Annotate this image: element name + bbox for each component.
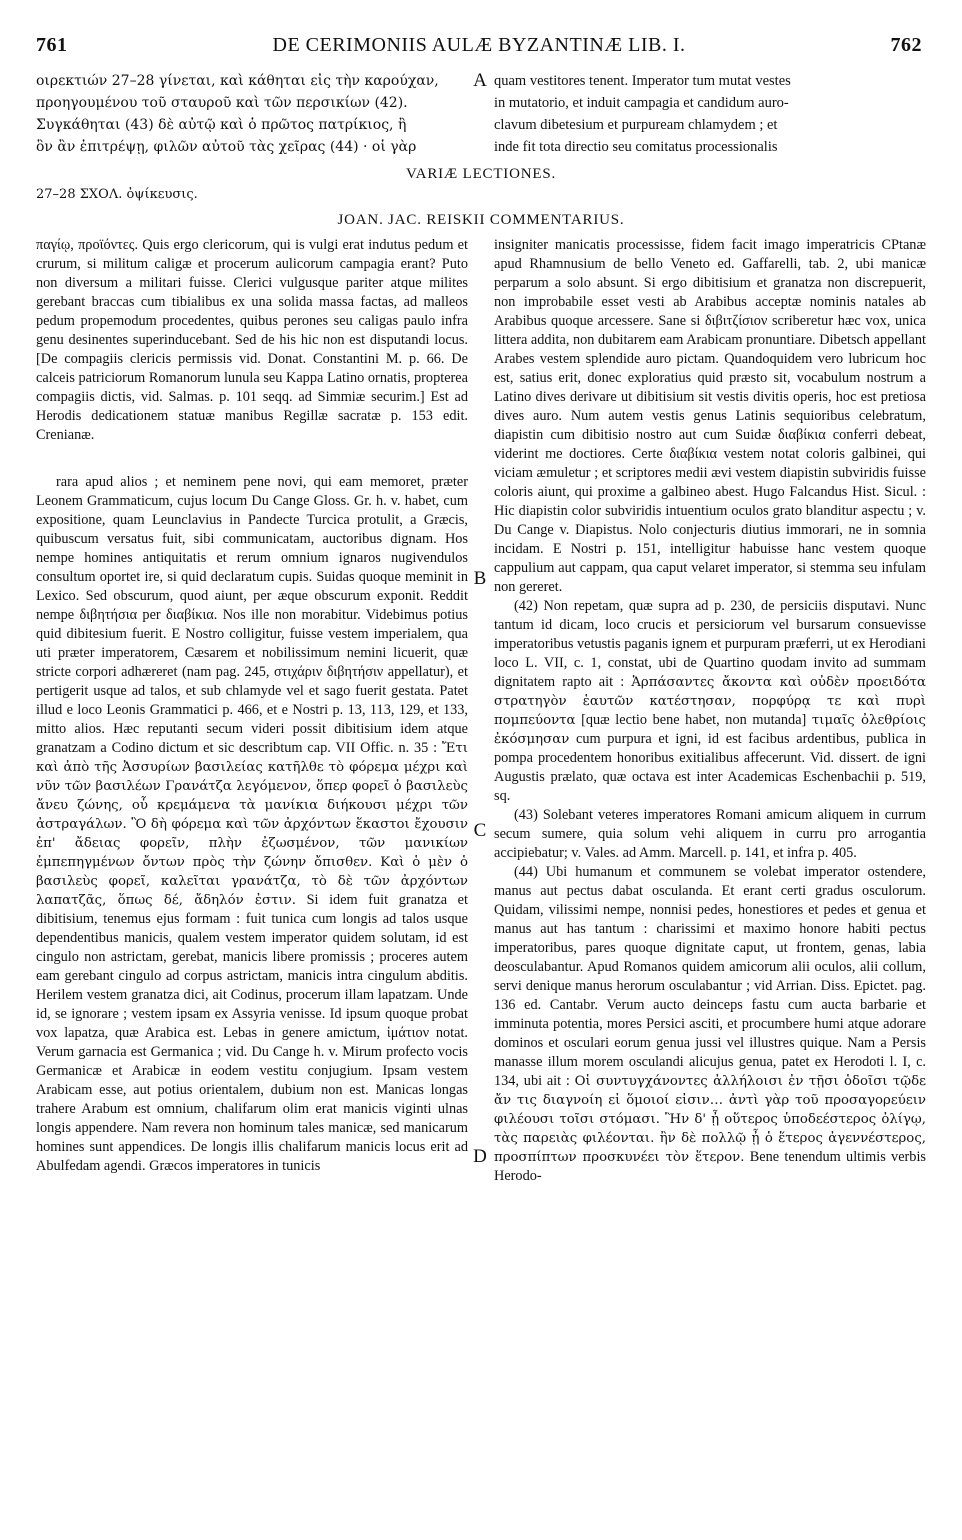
commentary-text: Si idem fuit granatza et dibitisium, tenemus ejus formam : fuit tunica cum longis ad talos usque dependentibus manicis, qualem vestem imperator quidem solutam, id est cingulo non astrictam, gerebat, manicis libere promissis ; proceres autem eam gerebant cingulo ad corpus astrictam, manicis intra cingulum abditis. Herilem vestem granatza dici, ait Codinus, procerum illam lapatzam. Unde id, se ignorare ; vestem ipsam ex Assyria venisse. Id ipsum quoque probat vox lapatza, quæ Arabica est. Lebas in genere amictum, ἱμάτιον notat. Verum garnacia est Germanica ; vid. Du Cange h. v. Mirum profecto vocis Germanicæ et Arabicæ in eodem vestitu conjugium. Ipsam vestem Arabicam esse, aut potius orientalem, dubium non est. Manicas longas trahere Arabum est omnium, chalifarum olim erat manicis viginti ulnas longis appendere. Nam revera non hominum tales manicæ, sed manicarum homines sunt appendices. De longis illis chalifarum manicis locus erit ad Abulfedam agendi. Græcos imperatores in tunicis [36, 892, 469, 1174]
latin-line: inde fit tota directio seu comitatus processionalis [494, 139, 778, 155]
greek-quotation: Ἁρπάσαντες ἄκοντα καὶ οὐδὲν προειδότα στρατηγὸν ἑαυτῶν κατέστησαν, πορφύρᾳ τε καὶ πυρὶ πομπεύοντα [494, 675, 926, 728]
commentary-left-column [36, 236, 468, 1176]
variae-lectiones-heading: VARIÆ LECTIONES. [405, 166, 557, 182]
margin-marker-c: C [473, 820, 487, 841]
greek-quotation: τιμαῖς ὀλεθρίοις ἐκόσμησαν [494, 713, 926, 747]
greek-line: προηγουμένου τοῦ σταυροῦ καὶ τῶν περσικίων (42). [36, 95, 408, 111]
greek-line: ὃν ἂν ἐπιτρέψῃ, φιλῶν αὐτοῦ τὰς χεῖρας (44) · οἱ γὰρ [36, 139, 417, 155]
commentary-text: [quæ lectio bene habet, non mutanda] [575, 712, 812, 728]
commentary-heading: JOAN. JAC. REISKII COMMENTARIUS. [337, 212, 625, 228]
latin-line: clavum dibetesium et purpuream chlamydem ; et [494, 117, 778, 133]
greek-text-column [36, 70, 468, 158]
commentary-right-column [494, 236, 926, 1186]
commentary-text: (44) Ubi humanum et communem se volebat imperator ostendere, manus aut pectus dabat osculanda. Et erant certi gradus osculorum. Quidam, vilissimi nempe, nonnisi pedes, honestiores et pedes et genua et manus aut has tantum : charissimi et maximo honore habiti pectus imperatoribus, pares quoque dignitate caput, ut frontem, genas, labia deosculabantur. Apud Romanos quidem amicorum alii oculos, alii collum, servi denique manus herorum osculabantur ; vid Arrian. Diss. Epictet. pag. 136 ed. Cantabr. Verum aucto deinceps fastu cum aucta barbarie et imminuta potentia, mores Persici asciti, et procumbere humi atque adorare dominos et osculari eorum genua jussi vel illustres quique. Nam a Persis manasse illum morem osculandi alicujus genua, patet ex Herodoti l. I, c. 134, ubi ait : [494, 864, 926, 1089]
note-43: (43) Solebant veteres imperatores Romani amicum aliquem in currum secum sumere, quia solum vehi aliquem in curru pro arrogantia accipiebatur; v. Vales. ad Amm. Marcell. p. 141, et infra p. 405. [494, 807, 926, 861]
greek-quotation: Οἱ συντυγχάνοντες ἀλλήλοισι ἐν τῇσι ὁδοῖσι τῷδε ἄν τις διαγνοίη εἰ ὅμοιοί εἰσιν… ἀντὶ γὰρ τοῦ προσαγορεύειν φιλέουσι τοῖσι στόμασι. Ἢν δ' ᾖ οὕτερος ὑποδεέστερος ὀλίγῳ, τὰς παρειὰς φιλέονται. ἢν δὲ πολλῷ ᾖ ὁ ἕτερος ἀγεννέστερος, προσπίπτων προσκυνέει τὸν ἕτερον. [494, 1074, 926, 1165]
greek-quotation: Ἔτι καὶ ἀπὸ τῆς Ἀσσυρίων βασιλείας κατῆλθε τὸ φόρεμα μέχρι καὶ νῦν τῶν βασιλέων Γρανάτζα λεγόμενον, ὅπερ φορεῖ ὁ βασιλεὺς ἄνευ ζώνης, οὗ κρεμάμενα τὰ μανίκια διήκουσι μέχρι τῶν ἀστραγάλων. Ὃ δὴ φόρεμα καὶ τῶν ἀρχόντων ἕκαστοι ἔχουσιν ἐπ' ἄδειας φορεῖν, πλὴν ἐζωσμένον, τῶν μανικίων ἐμπεπηγμένων ὄντων πρὸς τὴν ζώνην ὄπισθεν. Καὶ ὁ μὲν ὁ βασιλεὺς φορεῖ, καλεῖται γρανάτζα, τὸ δὲ τῶν ἀρχόντων λαπατζᾶς, ὅπως δέ, ἄδηλόν ἐστιν. [36, 741, 468, 908]
margin-marker-d: D [473, 1146, 487, 1167]
margin-marker-b: B [473, 568, 487, 589]
commentary-paragraph: παγίῳ, προϊόντες. Quis ergo clericorum, qui is vulgi erat indutus pedum et crurum, si militum caligæ et procerum aulicorum campagia erant? Puto non diversum a militari fuisse. Clerici vulgusque pariter atque milites gerebant braccas cum tibialibus ex una solida massa factas, ad malleos pedum propemodum procedentes, quibus perones seu caligas paulo infra genu desinentes superinducebant. Sed de his hic non est disputandi locus. [De compagiis clericis permissis vid. Donat. Constantini M. p. 66. De calceis patriciorum Romanorum lunula seu Kappa Latino ornatis, propterea compagiis dictis, vid. Salmas. p. 101 seqq. ad Simmiæ securim.] Est ad Herodis dedicationem statuæ manibus Regillæ sacratæ p. 153 edit. Crenianæ. [36, 237, 468, 443]
commentary-paragraph [36, 473, 468, 1176]
commentary-text: cum purpura et igni, id est facibus ardentibus, publica in pompa procedentem honoribus exitialibus affecerunt. Vid. dissert. de igni Augustis prælato, quæ octava est inter Academicas Eschenbachii p. 519, sq. [494, 731, 926, 804]
greek-line: Συγκάθηται (43) δὲ αὐτῷ καὶ ὁ πρῶτος πατρίκιος, ἢ [36, 117, 407, 133]
commentary-text: (42) Non repetam, quæ supra ad p. 230, de persiciis disputavi. Nunc tantum id dicam, loco crucis et persiciorum vel bursarum consuevisse imperatoribus vetustis paganis ignem et purpuram præferri, ut ex Herodiani loco L. VII, c. 1, constat, ubi de Quartino quodam invito ad summam dignitatem rapto ait : [494, 598, 926, 690]
latin-line: quam vestitores tenent. Imperator tum mutat vestes [494, 73, 791, 89]
note-44 [494, 863, 926, 1186]
margin-marker-a: A [473, 70, 487, 91]
page-number-left: 761 [36, 34, 68, 56]
variae-note: 27–28 ΣΧΟΛ. ὀψίκευσις. [36, 187, 198, 202]
greek-line: οιρεκτιών 27–28 γίνεται, καὶ κάθηται εἰς τὴν καρούχαν, [36, 73, 439, 89]
commentary-text: Bene tenendum ultimis verbis Herodo- [494, 1149, 926, 1184]
commentary-text: rara apud alios ; et neminem pene novi, qui eam memoret, præter Leonem Grammaticum, cujus locum Du Cange Gloss. Gr. h. v. habet, cum expositione, quam Leunclavius in Pandecte Turcica protulit, a Græcis, quibuscum versatus fuit, sibi communicatam, auctoribus dignam. Hos nempe homines antiquitatis et rerum omnium ignaros nugivendulos consultum oportet ire, si quid declaratum cupis. Suidas quoque meminit in Lexico. Sed obscurum, quod aiunt, per æque obscurum exponit. Reddit nempe διβητήσια per διαβίκια. Nos ille non morabitur. Videbimus potius quid dibitesium fuerit. E Nostro colligitur, fuisse vestem imperialem, qua uti præter imperatorem, Cæsarem et nobilissimum nemini licuerit, quæ stricte corpori adhæreret (nam pag. 245, στιχάριν διβητήσιν appellatur), et pertigerit usque ad talos, et sub chlamyde vel et sago fuerit gestata. Patet illud e loco Leonis Grammatici p. 466, et e Nostri p. 13, 113, 129, et 133, mitto alios. Hæc reputanti secum videri possit dibitisium idem atque granatzam a Codino dictum et sic describtum cap. VII Offic. n. 35 : [36, 474, 468, 756]
latin-line: in mutatorio, et induit campagia et candidum auro- [494, 95, 789, 111]
latin-text-column [494, 70, 926, 158]
commentary-paragraph: insigniter manicatis processisse, fidem facit imago imperatricis CPtanæ apud Rhamnusium de bello Veneto ed. Gaffarelli, tab. 2, ubi manicæ perparum a solo absunt. Si ergo dibitisium et granatza non discrepuerit, non improbabile esset vesti ab Arabibus acceptæ nominis natales ab Arabibus quoque arcessere. Sane si διβιτζίσιον scriberetur hæc vox, unica littera addita, non dubitarem eam Arabicam pronuntiare. Dibetsch appellant Arabes vestem splendide auro pictam. Quandoquidem vero lubricum hoc est, satius erit, donec exploratius quid præsto sit, vocabulum nostrum a Latino dives derivare ut dibitisium sit vestis divitis operis, hoc est pretiosa dives auro. Num autem vestis genus Latinis sequioribus celebratum, diapistin cum dibitisio nostro aut cum Suidæ διαβίκια conferri debeat, viderint me doctiores. Certe διαβίκια vestem notat coloris galbinei, qui viciam æmuletur ; et scriptores medii ævi vestem diapistin subviridis fuisse coloris aiunt, qui proxime a galbineo abest. Hugo Falcandus Hist. Sicul. : Hic diapistin color subviridis intuentium oculos grato blanditur aspectu ; v. Du Cange v. Diapistus. Nolo conjecturis diutius immorari, ne in somnia incidam. E Nostri p. 151, intelligitur habuisse hanc vestem quoque cappulium aut cappam, qua caput velaret imperator, si stemma seu infulam non gereret. [494, 237, 926, 595]
running-title: DE CERIMONIIS AULÆ BYZANTINÆ LIB. I. [272, 34, 686, 56]
note-42 [494, 597, 926, 806]
running-head [36, 34, 922, 64]
page-number-right: 762 [890, 34, 922, 56]
